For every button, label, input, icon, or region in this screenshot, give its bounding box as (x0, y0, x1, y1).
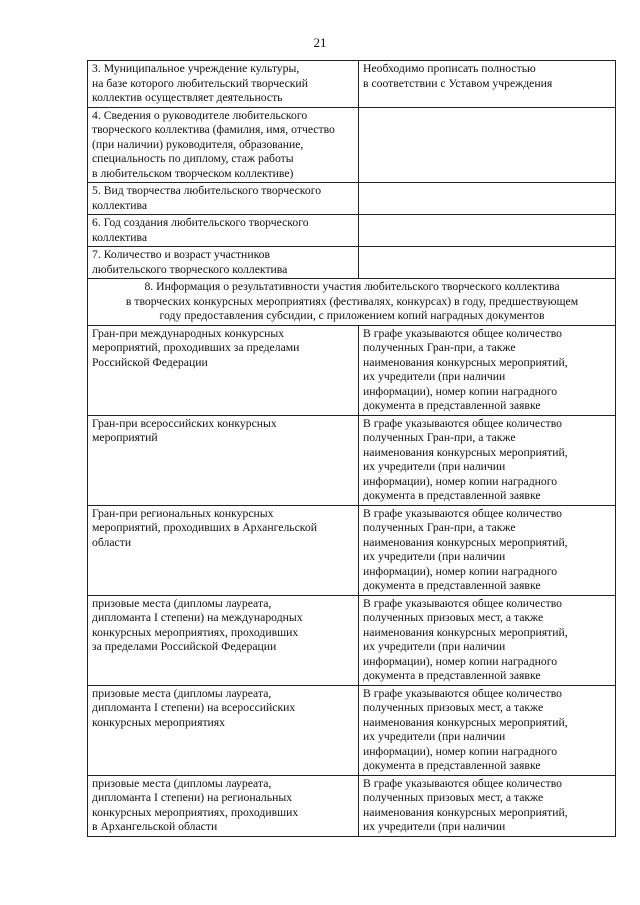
criterion-cell: 4. Сведения о руководителе любительского творческого коллектива (фамилия, имя, отчество (при наличии) руководителя, образование, специальность по диплому, стаж работы в любительском творческом коллективе) (88, 107, 359, 183)
table-row (88, 595, 616, 685)
application-table (87, 60, 616, 837)
page-number: 21 (313, 35, 327, 50)
note-cell (359, 247, 616, 279)
table-row (88, 215, 616, 247)
award-category-cell: призовые места (дипломы лауреата, дипломанта I степени) на региональных конкурсных мероприятиях, проходивших в Архангельской области (88, 775, 359, 836)
criterion-cell: 5. Вид творчества любительского творческого коллектива (88, 183, 359, 215)
note-cell (359, 107, 616, 183)
award-category-cell: Гран-при региональных конкурсных мероприятий, проходивших в Архангельской области (88, 505, 359, 595)
table-row (88, 247, 616, 279)
section-8-heading: 8. Информация о результативности участия любительского творческого коллектива в творческих конкурсных мероприятиях (фестивалях, конкурсах) в году, предшествующем году предоставления субсидии, с приложением копий наградных документов (88, 279, 616, 326)
award-note-cell: В графе указываются общее количество полученных Гран-при, а также наименования конкурсных мероприятий, их учредители (при наличии информации), номер копии наградного документа в представленной заявке (359, 505, 616, 595)
award-note-cell: В графе указываются общее количество полученных Гран-при, а также наименования конкурсных мероприятий, их учредители (при наличии информации), номер копии наградного документа в представленной заявке (359, 415, 616, 505)
criterion-cell: 3. Муниципальное учреждение культуры, на базе которого любительский творческий коллектив осуществляет деятельность (88, 61, 359, 108)
award-note-cell: В графе указываются общее количество полученных призовых мест, а также наименования конкурсных мероприятий, их учредители (при наличии информации), номер копии наградного документа в представленной заявке (359, 685, 616, 775)
note-cell: Необходимо прописать полностью в соответствии с Уставом учреждения (359, 61, 616, 108)
award-category-cell: Гран-при всероссийских конкурсных мероприятий (88, 415, 359, 505)
table-row (88, 685, 616, 775)
criterion-cell: 7. Количество и возраст участников любительского творческого коллектива (88, 247, 359, 279)
award-category-cell: призовые места (дипломы лауреата, дипломанта I степени) на всероссийских конкурсных мероприятиях (88, 685, 359, 775)
note-cell (359, 183, 616, 215)
note-cell (359, 215, 616, 247)
table-row (88, 325, 616, 415)
table-row (88, 107, 616, 183)
table-row (88, 775, 616, 836)
award-note-cell: В графе указываются общее количество полученных призовых мест, а также наименования конкурсных мероприятий, их учредители (при наличии информации), номер копии наградного документа в представленной заявке (359, 595, 616, 685)
table-row (88, 415, 616, 505)
section-heading-row (88, 279, 616, 326)
criterion-cell: 6. Год создания любительского творческого коллектива (88, 215, 359, 247)
award-category-cell: Гран-при международных конкурсных мероприятий, проходивших за пределами Российской Федерации (88, 325, 359, 415)
award-note-cell: В графе указываются общее количество полученных Гран-при, а также наименования конкурсных мероприятий, их учредители (при наличии информации), номер копии наградного документа в представленной заявке (359, 325, 616, 415)
award-category-cell: призовые места (дипломы лауреата, дипломанта I степени) на международных конкурсных мероприятиях, проходивших за пределами Российской Федерации (88, 595, 359, 685)
table-row (88, 183, 616, 215)
table-row (88, 61, 616, 108)
table-row (88, 505, 616, 595)
award-note-cell: В графе указываются общее количество полученных призовых мест, а также наименования конкурсных мероприятий, их учредители (при наличии (359, 775, 616, 836)
